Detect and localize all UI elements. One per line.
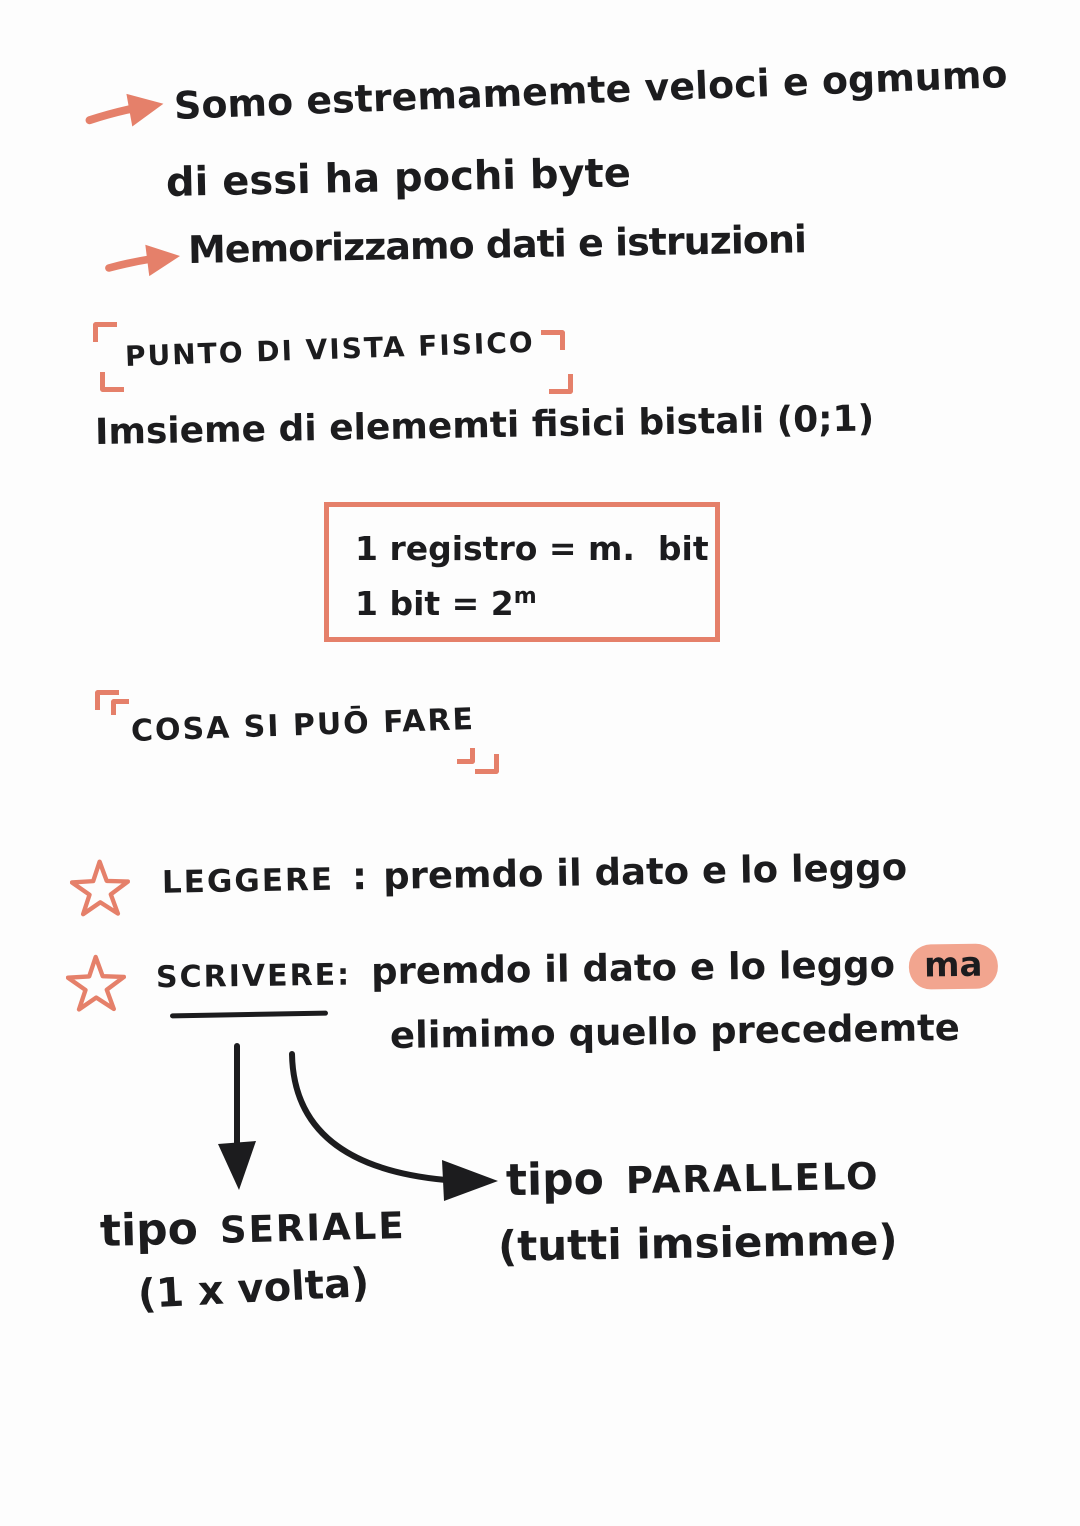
scrivere-text: premdo il dato e lo leggo	[370, 942, 896, 994]
star-icon	[66, 954, 127, 1013]
seriale-word2: SERIALE	[219, 1204, 407, 1252]
curved-arrow-icon	[292, 1054, 446, 1180]
bullet1-line2: di essi ha pochi byte	[165, 150, 632, 206]
corner-bracket-bottom-right-icon	[457, 748, 475, 764]
corner-bracket-bottom-right-icon	[475, 754, 499, 774]
star-icon	[70, 858, 131, 917]
seriale-title	[99, 1198, 406, 1257]
leggere-text: premdo il dato e lo leggo	[382, 845, 908, 898]
scrivere-label: SCRIVERE:	[155, 957, 352, 996]
leggere-row	[70, 845, 908, 918]
cosa-section-title	[95, 690, 535, 790]
corner-bracket-bottom-right-icon	[549, 374, 573, 394]
cosa-title-text: COSA SI PUŌ FARE	[130, 701, 476, 749]
corner-bracket-top-left-icon	[111, 699, 129, 715]
corner-bracket-bottom-left-icon	[100, 372, 124, 392]
scrivere-line2: elimimo quello precedemte	[389, 1006, 961, 1057]
parallelo-title	[506, 1149, 880, 1207]
formula-line-1: 1 registro = m. bit	[355, 529, 709, 568]
fisico-section-title	[93, 320, 613, 406]
down-arrow-icon	[180, 1040, 520, 1205]
scrivere-underline	[170, 1011, 328, 1019]
parallelo-word1: tipo	[505, 1153, 605, 1207]
formula-exponent: m	[513, 584, 537, 609]
formula-line-2: 1 bit = $2^m$	[355, 584, 537, 623]
bullet2-line1: Memorizzamo dati e istruzioni	[187, 217, 807, 272]
bullet-arrow-icon	[84, 88, 168, 136]
formula-box	[324, 502, 720, 642]
bullet-arrow-icon	[104, 238, 184, 286]
leggere-label: LEGGERE	[161, 861, 335, 901]
corner-bracket-top-left-icon	[93, 322, 117, 342]
parallelo-subtitle: (tutti imsiemme)	[497, 1215, 898, 1271]
ma-highlight: ma	[909, 943, 998, 989]
seriale-word1: tipo	[99, 1203, 199, 1257]
corner-bracket-top-right-icon	[541, 330, 565, 350]
fisico-definition: Imsieme di elememti fisici bistali (0;1)	[94, 398, 875, 453]
fisico-title-text: PUNTO DI VISTA FISICO	[124, 325, 536, 373]
seriale-subtitle: (1 x volta)	[136, 1259, 371, 1318]
leggere-colon: :	[351, 854, 368, 899]
bullet1-line1: Somo estremamemte veloci e ogmumo	[173, 52, 1009, 128]
scrivere-row	[66, 941, 998, 1012]
parallelo-word2: PARALLELO	[625, 1154, 880, 1203]
